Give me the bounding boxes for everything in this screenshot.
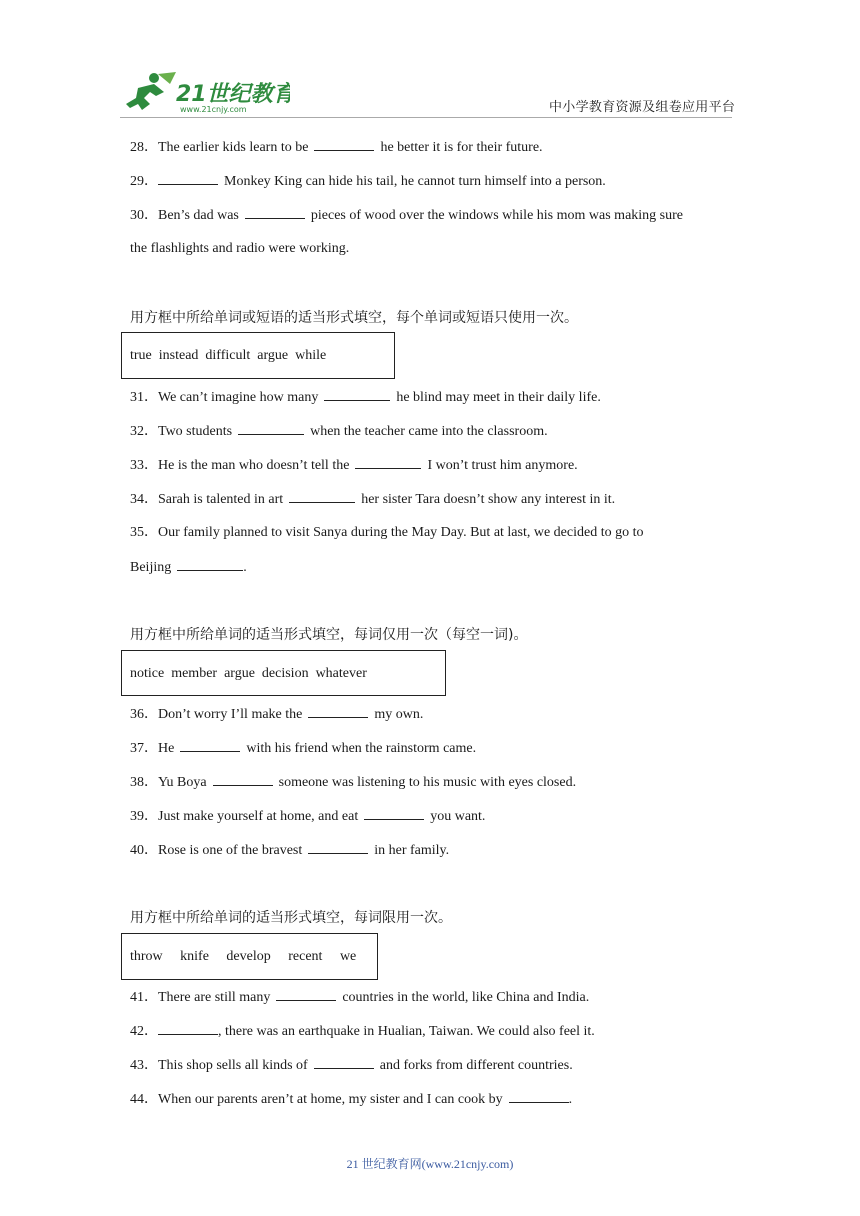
answer-blank[interactable] [509, 1090, 569, 1103]
question-33 [130, 456, 578, 475]
runner-logo-icon [120, 70, 290, 116]
question-number: 36． [130, 707, 158, 722]
question-number: 41． [130, 990, 158, 1005]
question-38 [130, 773, 576, 792]
question-text: The earlier kids learn to be [158, 140, 309, 155]
question-42 [130, 1022, 595, 1041]
answer-blank[interactable] [276, 988, 336, 1001]
question-text: and forks from different countries. [379, 1058, 573, 1073]
answer-blank[interactable] [308, 705, 368, 718]
question-text: in her family. [374, 843, 450, 858]
question-30-continued: the flashlights and radio were working. [130, 241, 350, 256]
word-box-words: throw knife develop recent we [130, 949, 357, 964]
section-2-instructions: 用方框中所给单词或短语的适当形式填空，每个单词或短语只使用一次。 [130, 310, 578, 326]
question-39 [130, 807, 485, 826]
question-text: There are still many [158, 990, 271, 1005]
question-number: 44． [130, 1092, 158, 1107]
question-text: . [243, 560, 247, 575]
header-platform-name: 中小学教育资源及组卷应用平台 [549, 100, 736, 115]
answer-blank[interactable] [314, 1056, 374, 1069]
question-text: when the teacher came into the classroom. [310, 424, 548, 439]
question-text: I won’t trust him anymore. [427, 458, 578, 473]
question-text: Rose is one of the bravest [158, 843, 303, 858]
question-text: countries in the world, like China and India. [342, 990, 590, 1005]
question-number: 39． [130, 809, 158, 824]
header-divider [120, 117, 732, 118]
answer-blank[interactable] [245, 206, 305, 219]
question-35 [130, 524, 644, 542]
question-text: When our parents aren’t at home, my sister and I can cook by [158, 1092, 503, 1107]
logo-text: 21世纪教育 [176, 82, 290, 107]
question-text: Monkey King can hide his tail, he cannot turn himself into a person. [224, 174, 606, 189]
answer-blank[interactable] [238, 422, 304, 435]
answer-blank[interactable] [324, 388, 390, 401]
answer-blank[interactable] [289, 490, 355, 503]
word-box-4 [121, 933, 378, 980]
question-32 [130, 422, 548, 441]
question-text: We can’t imagine how many [158, 390, 319, 405]
question-number: 35． [130, 525, 158, 540]
answer-blank[interactable] [314, 138, 374, 151]
question-text: Yu Boya [158, 775, 207, 790]
section-4-instructions: 用方框中所给单词的适当形式填空，每词限用一次。 [130, 910, 452, 926]
question-text: someone was listening to his music with eyes closed. [278, 775, 577, 790]
question-text: This shop sells all kinds of [158, 1058, 308, 1073]
question-text: he blind may meet in their daily life. [396, 390, 601, 405]
question-34 [130, 490, 615, 509]
question-text: he better it is for their future. [380, 140, 543, 155]
question-text: Two students [158, 424, 233, 439]
question-text: Beijing [130, 560, 172, 575]
question-text: Don’t worry I’ll make the [158, 707, 303, 722]
question-35-continued [130, 558, 247, 577]
question-text: Just make yourself at home, and eat [158, 809, 359, 824]
word-box-3 [121, 650, 446, 696]
word-box-2 [121, 332, 395, 379]
question-41 [130, 988, 589, 1007]
word-box-words: true instead difficult argue while [130, 348, 327, 363]
question-number: 37． [130, 741, 158, 756]
question-text: He [158, 741, 175, 756]
question-number: 30． [130, 208, 158, 223]
brand-logo [120, 70, 290, 116]
question-text: Ben’s dad was [158, 208, 239, 223]
question-29 [130, 172, 606, 191]
question-number: 28． [130, 140, 158, 155]
question-number: 43． [130, 1058, 158, 1073]
answer-blank[interactable] [158, 172, 218, 185]
question-text: Sarah is talented in art [158, 492, 284, 507]
question-37 [130, 739, 476, 758]
answer-blank[interactable] [355, 456, 421, 469]
question-number: 33． [130, 458, 158, 473]
answer-blank[interactable] [308, 841, 368, 854]
question-number: 42． [130, 1024, 158, 1039]
question-text: He is the man who doesn’t tell the [158, 458, 350, 473]
question-43 [130, 1056, 573, 1075]
question-30 [130, 206, 683, 225]
question-text: pieces of wood over the windows while his mom was making sure [310, 208, 683, 223]
question-text: you want. [430, 809, 486, 824]
word-box-words: notice member argue decision whatever [130, 666, 367, 681]
question-36 [130, 705, 423, 724]
answer-blank[interactable] [158, 1022, 218, 1035]
question-31 [130, 388, 601, 407]
question-number: 38． [130, 775, 158, 790]
question-number: 40． [130, 843, 158, 858]
question-number: 29． [130, 174, 158, 189]
section-3-instructions: 用方框中所给单词的适当形式填空，每词仅用一次（每空一词)。 [130, 627, 528, 643]
answer-blank[interactable] [213, 773, 273, 786]
question-number: 34． [130, 492, 158, 507]
question-text: my own. [374, 707, 424, 722]
question-44 [130, 1090, 572, 1109]
answer-blank[interactable] [177, 558, 243, 571]
question-text: with his friend when the rainstorm came. [246, 741, 477, 756]
answer-blank[interactable] [180, 739, 240, 752]
question-text: her sister Tara doesn’t show any interest in it. [361, 492, 616, 507]
footer-source: 21 世纪教育网(www.21cnjy.com) [346, 1157, 514, 1171]
question-text: . [568, 1092, 573, 1107]
question-40 [130, 841, 449, 860]
question-text: Our family planned to visit Sanya during the May Day. But at last, we decided to go to [158, 525, 644, 540]
question-number: 32． [130, 424, 158, 439]
question-number: 31． [130, 390, 158, 405]
answer-blank[interactable] [364, 807, 424, 820]
logo-subtext: www.21cnjy.com [180, 105, 247, 114]
question-28 [130, 138, 543, 157]
question-text: , there was an earthquake in Hualian, Taiwan. We could also feel it. [218, 1024, 595, 1039]
